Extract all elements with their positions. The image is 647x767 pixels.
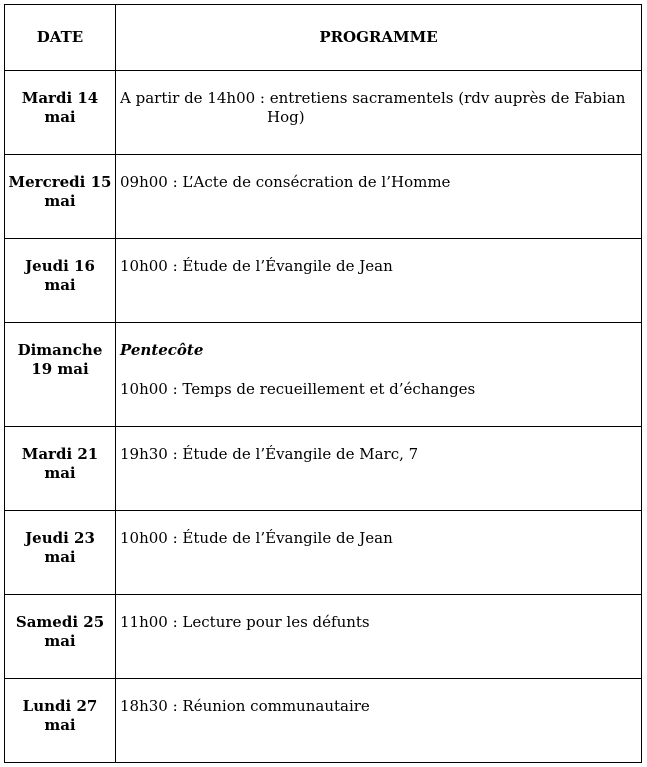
table-row [5,679,642,763]
programme-line: 09h00 : L’Acte de consécration de l’Homme [120,173,451,191]
date-cell [5,595,116,679]
date-cell [5,679,116,763]
programme-line: 10h00 : Étude de l’Évangile de Jean [120,529,393,547]
date-day: Mardi 21 [21,445,99,463]
programme-cell [116,155,642,239]
programme-cell [116,323,642,427]
table-row [5,323,642,427]
table-row [5,155,642,239]
programme-line: 11h00 : Lecture pour les défunts [120,613,370,631]
table-row [5,511,642,595]
programme-cell [116,595,642,679]
programme-cell [116,239,642,323]
date-day: Dimanche [17,341,103,359]
programme-line: 10h00 : Temps de recueillement et d’échanges [120,380,476,398]
programme-cell [116,511,642,595]
date-day: Mercredi 15 [8,173,112,191]
programme-line: Hog) [267,108,305,126]
schedule-table [4,4,642,763]
date-cell [5,239,116,323]
programme-line: 18h30 : Réunion communautaire [120,697,370,715]
date-month: mai [44,108,76,126]
date-cell [5,323,116,427]
date-month: mai [44,632,76,650]
table-header-row [5,5,642,71]
feast-title: Pentecôte [120,341,204,359]
date-cell [5,427,116,511]
table-row [5,71,642,155]
table-row [5,427,642,511]
date-day: Jeudi 16 [25,257,95,275]
date-day: Mardi 14 [21,89,99,107]
date-day: Lundi 27 [22,697,98,715]
date-month: mai [44,464,76,482]
date-month: mai [44,716,76,734]
date-cell [5,71,116,155]
date-month: mai [44,548,76,566]
date-day: Jeudi 23 [25,529,95,547]
programme-line: A partir de 14h00 : entretiens sacramentels (rdv auprès de Fabian [120,89,626,107]
programme-line: 10h00 : Étude de l’Évangile de Jean [120,257,393,275]
table-row [5,595,642,679]
date-month: mai [44,192,76,210]
date-cell [5,511,116,595]
table-row [5,239,642,323]
programme-cell [116,71,642,155]
date-day: Samedi 25 [15,613,105,631]
date-month: 19 mai [31,360,89,378]
programme-cell [116,679,642,763]
date-month: mai [44,276,76,294]
programme-cell [116,427,642,511]
programme-column-header: PROGRAMME [116,5,642,71]
programme-line: 19h30 : Étude de l’Évangile de Marc, 7 [120,445,419,463]
date-column-header: DATE [5,5,116,71]
date-cell [5,155,116,239]
